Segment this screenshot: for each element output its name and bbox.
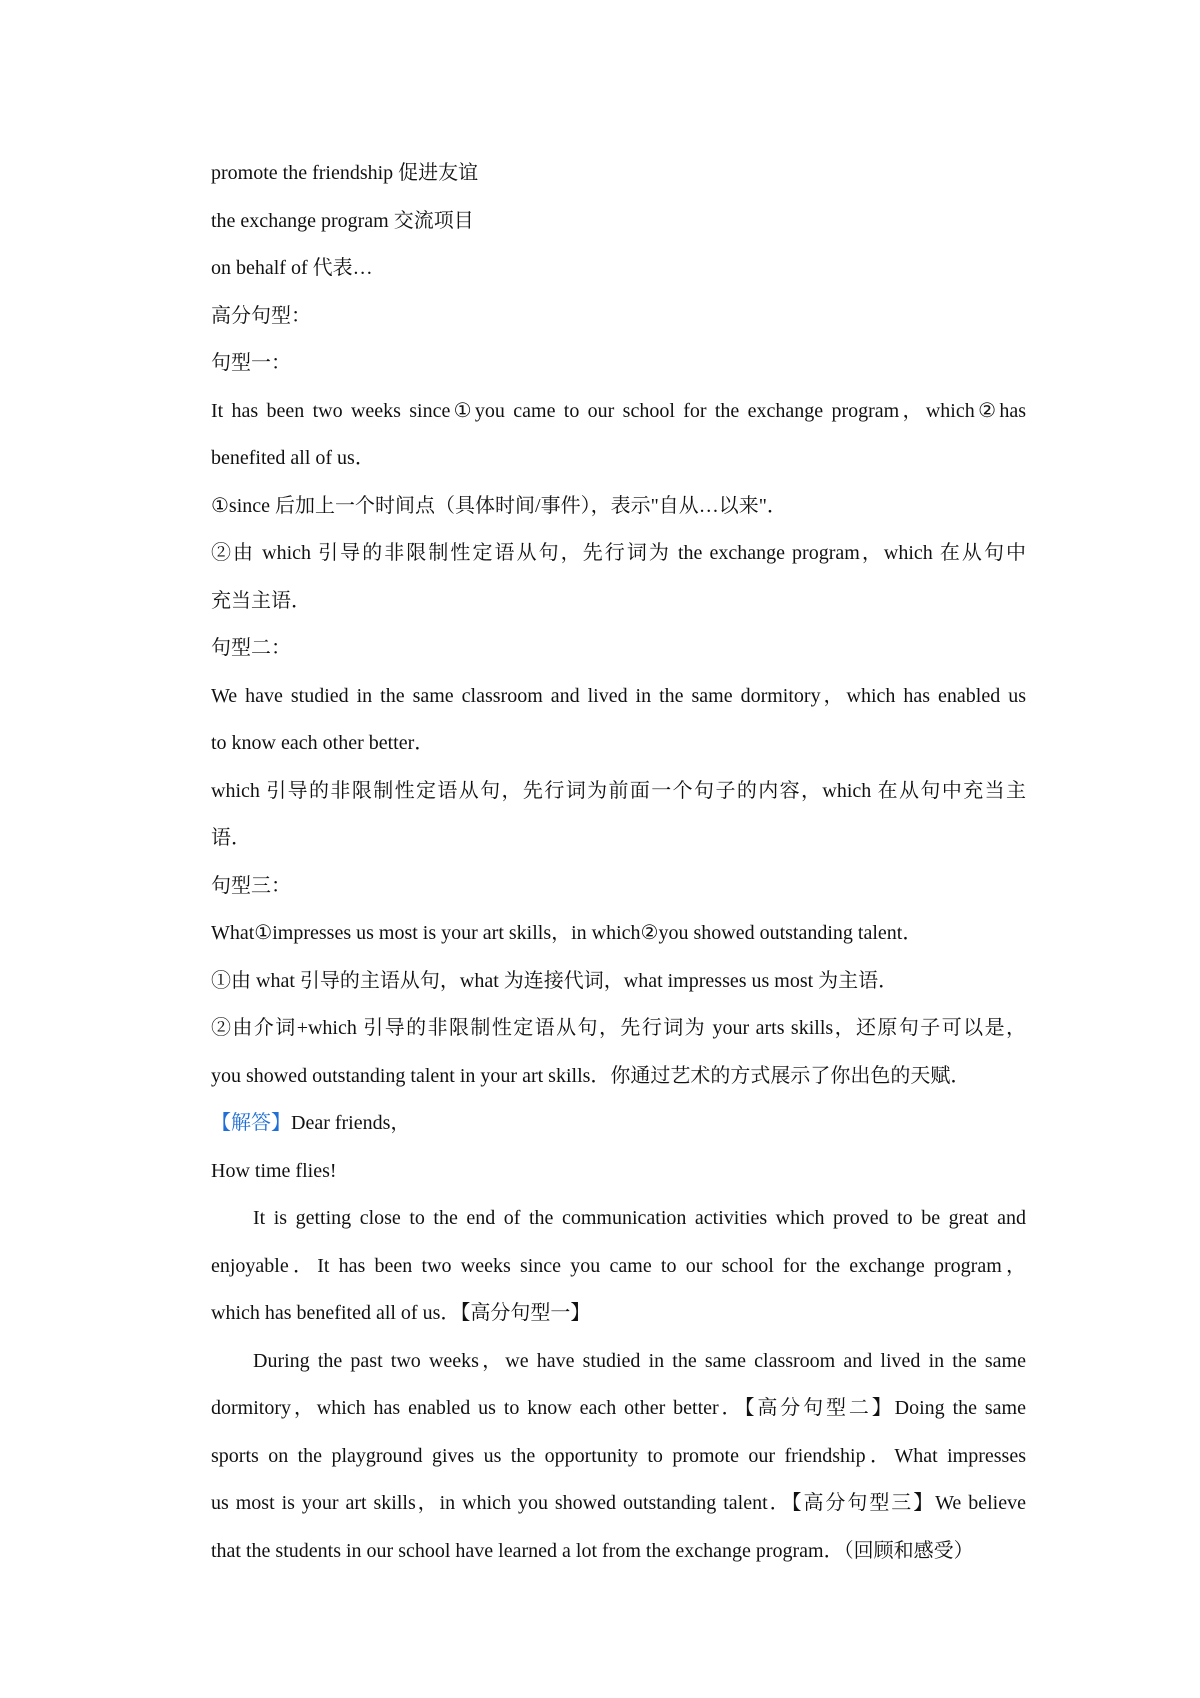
pattern3-heading: 句型三：: [211, 874, 291, 897]
answer-paragraph-line: which has benefited all of us．【高分句型一】: [211, 1302, 591, 1324]
answer-paragraph-line: us most is your art skills，in which you showed outstanding talent．【高分句型三】We believe: [211, 1492, 1026, 1514]
vocab-item: the exchange program 交流项目: [211, 209, 474, 232]
vocab-item: promote the friendship 促进友谊: [211, 162, 479, 184]
pattern3-sentence: What①impresses us most is your art skills，in which②you showed outstanding talent．: [211, 922, 923, 944]
answer-tag: 【解答】: [211, 1112, 291, 1134]
document-body: [211, 150, 1026, 1575]
pattern3-note: you showed outstanding talent in your art skills．你通过艺术的方式展示了你出色的天赋．: [211, 1064, 971, 1087]
answer-paragraph-line: dormitory，which has enabled us to know each other better．【高分句型二】Doing the same: [211, 1397, 1026, 1419]
section-heading: 高分句型：: [211, 304, 311, 327]
pattern2-sentence: We have studied in the same classroom and lived in the same dormitory，which has enabled us: [211, 684, 1026, 707]
pattern2-heading: 句型二：: [211, 637, 291, 659]
pattern1-sentence: benefited all of us．: [211, 447, 375, 469]
pattern2-note: which 引导的非限制性定语从句，先行词为前面一个句子的内容，which 在从句中充当主: [211, 779, 1026, 802]
answer-greeting-line: [211, 1100, 1026, 1148]
answer-paragraph-line: During the past two weeks，we have studied in the same classroom and lived in the same: [253, 1349, 1026, 1372]
pattern1-note: ①since 后加上一个时间点（具体时间/事件），表示"自从…以来"．: [211, 494, 787, 517]
pattern1-note: 充当主语．: [211, 589, 311, 612]
answer-paragraph-line: It is getting close to the end of the communication activities which proved to be great and: [253, 1207, 1026, 1229]
answer-paragraph-line: that the students in our school have learned a lot from the exchange program．（回顾和感受）: [211, 1539, 974, 1562]
pattern2-note: 语．: [211, 827, 251, 849]
pattern1-heading: 句型一：: [211, 352, 291, 374]
pattern1-note: ②由 which 引导的非限制性定语从句，先行词为 the exchange program，which 在从句中: [211, 542, 1026, 564]
answer-paragraph-line: sports on the playground gives us the opportunity to promote our friendship．What impresses: [211, 1444, 1026, 1467]
pattern3-note: ②由介词+which 引导的非限制性定语从句，先行词为 your arts skills，还原句子可以是，: [211, 1017, 1026, 1039]
answer-paragraph-line: enjoyable．It has been two weeks since you came to our school for the exchange program，: [211, 1254, 1026, 1277]
pattern3-note: ①由 what 引导的主语从句，what 为连接代词，what impresses us most 为主语．: [211, 969, 899, 992]
answer-greeting: Dear friends，: [291, 1112, 411, 1134]
vocab-item: on behalf of 代表…: [211, 257, 373, 279]
pattern1-sentence: It has been two weeks since①you came to our school for the exchange program，which②has: [211, 399, 1026, 422]
pattern2-sentence: to know each other better．: [211, 732, 435, 754]
answer-opening: How time flies!: [211, 1159, 337, 1182]
